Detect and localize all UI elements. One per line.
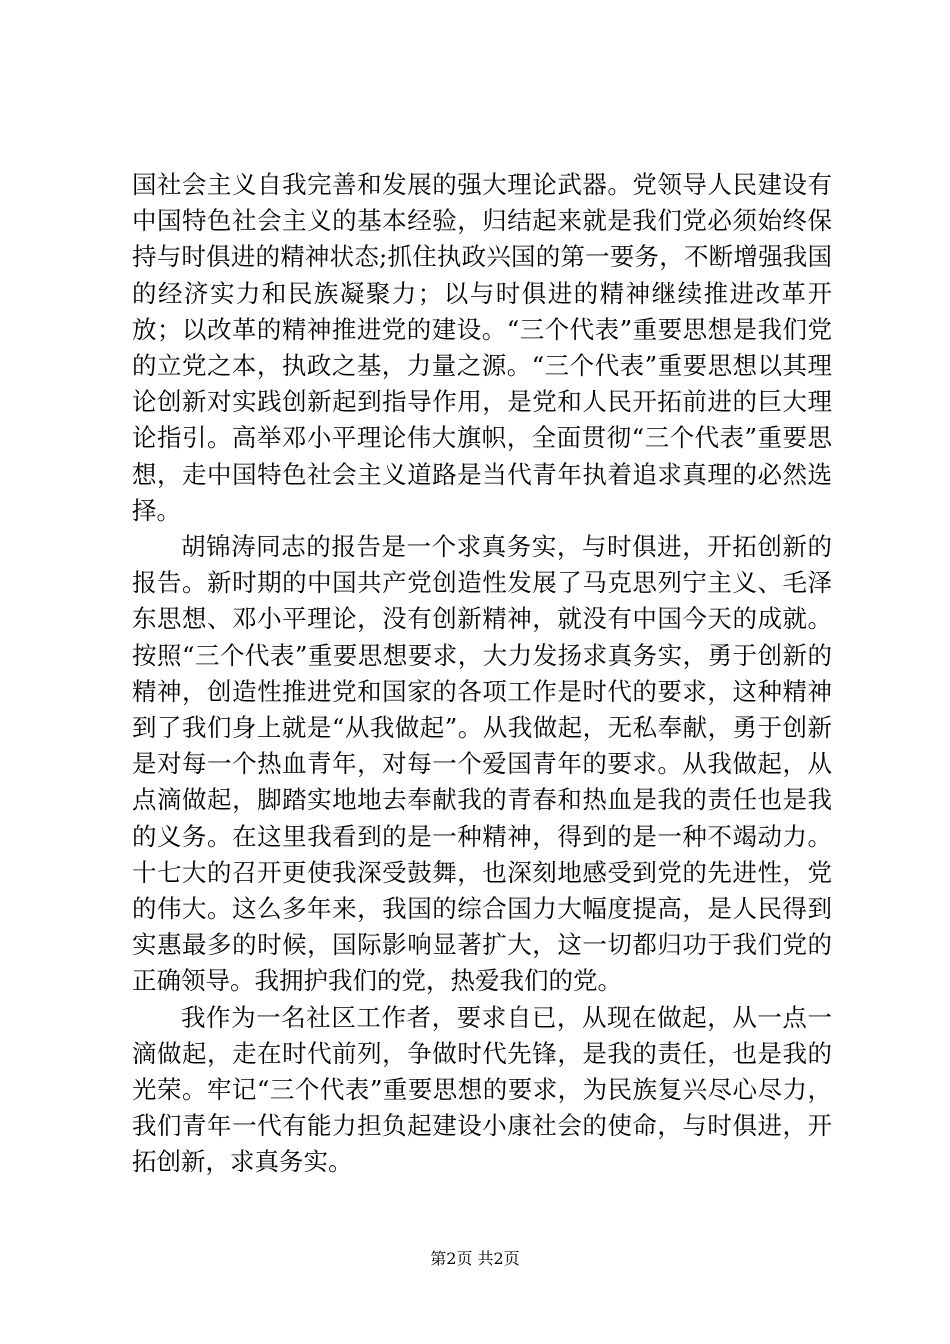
paragraph-continuation: 国社会主义自我完善和发展的强大理论武器。党领导人民建设有中国特色社会主义的基本经验，归结起来就是我们党必须始终保持与时俱进的精神状态;抓住执政兴国的第一要务，不断增强我国的经济实力和民族凝聚力；以与时俱进的精神继续推进改革开放；以改革的精神推进党的建设。“三个代表”重要思想是我们党的立党之本，执政之基，力量之源。“三个代表”重要思想以其理论创新对实践创新起到指导作用，是党和人民开拓前进的巨大理论指引。高举邓小平理论伟大旗帜，全面贯彻“三个代表”重要思想，走中国特色社会主义道路是当代青年执着追求真理的必然选择。	[132, 170, 832, 525]
document-body	[132, 167, 832, 1181]
paragraph-report: 胡锦涛同志的报告是一个求真务实，与时俱进，开拓创新的报告。新时期的中国共产党创造性发展了马克思列宁主义、毛泽东思想、邓小平理论，没有创新精神，就没有中国今天的成就。按照“三个代表”重要思想要求，大力发扬求真务实，勇于创新的精神，创造性推进党和国家的各项工作是时代的要求，这种精神到了我们身上就是“从我做起”。从我做起，无私奉献，勇于创新是对每一个热血青年，对每一个爱国青年的要求。从我做起，从点滴做起，脚踏实地地去奉献我的青春和热血是我的责任也是我的义务。在这里我看到的是一种精神，得到的是一种不竭动力。十七大的召开更使我深受鼓舞，也深刻地感受到党的先进性，党的伟大。这么多年来，我国的综合国力大幅度提高，是人民得到实惠最多的时候，国际影响显著扩大，这一切都归功于我们党的正确领导。我拥护我们的党，热爱我们的党。	[132, 532, 832, 996]
paragraph-conclusion: 我作为一名社区工作者，要求自已，从现在做起，从一点一滴做起，走在时代前列，争做时代先锋，是我的责任，也是我的光荣。牢记“三个代表”重要思想的要求，为民族复兴尽心尽力，我们青年一代有能力担负起建设小康社会的使命，与时俱进，开拓创新，求真务实。	[132, 1002, 832, 1177]
page-footer: 第2页 共2页	[430, 1249, 520, 1268]
